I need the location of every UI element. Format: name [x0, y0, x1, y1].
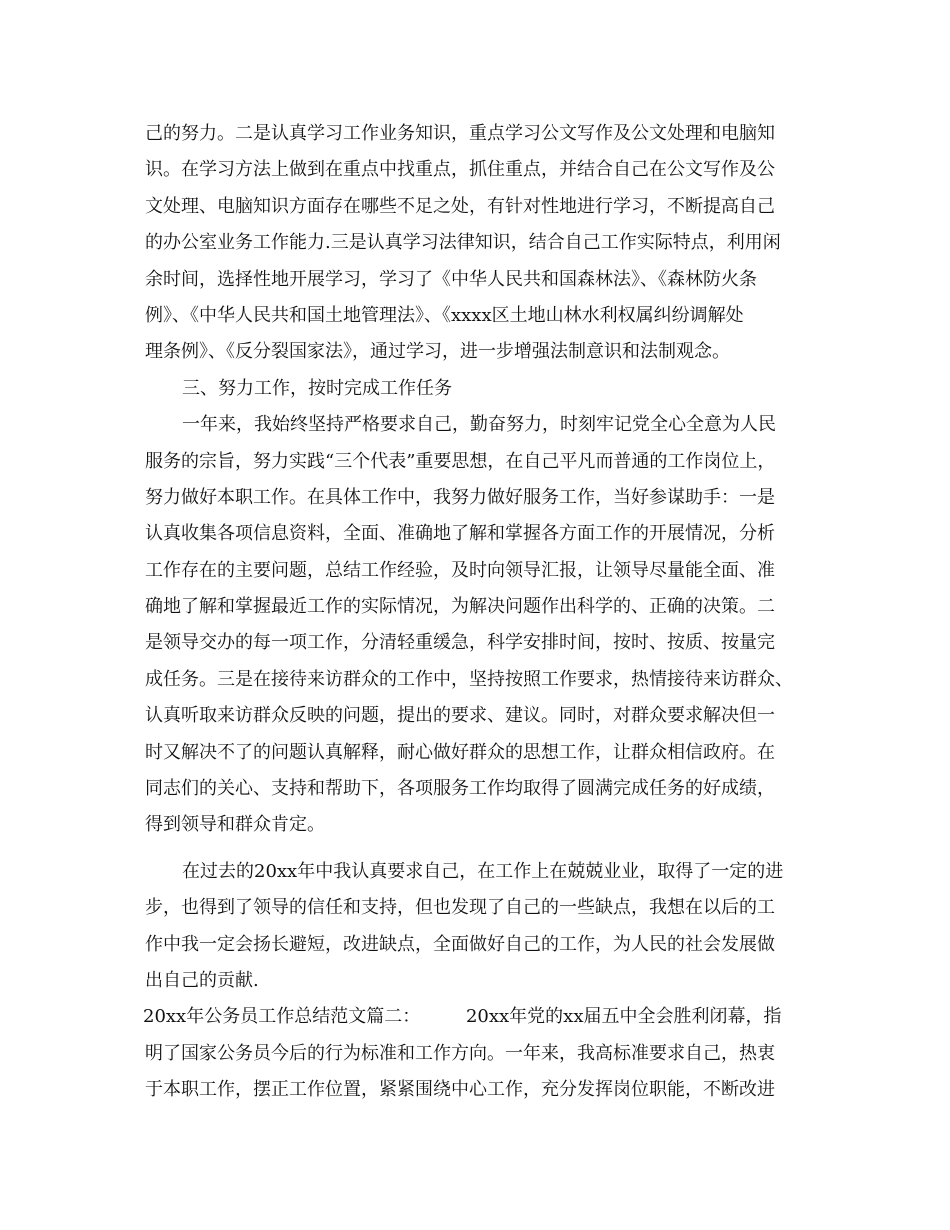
paragraph-first-line: 在过去的20xx年中我认真要求自己，在工作上在兢兢业业，取得了一定的进	[182, 860, 784, 882]
section-heading: 三、努力工作，按时完成工作任务	[182, 377, 452, 399]
text-line: 的办公室业务工作能力.三是认真学习法律知识，结合自己工作实际特点，利用闲	[145, 232, 781, 254]
document-body	[145, 116, 810, 1109]
article-title-line: 20xx年公务员工作总结范文篇二： 20xx年党的xx届五中全会胜利闭幕，指	[143, 1006, 782, 1028]
text-line: 文处理、电脑知识方面存在哪些不足之处，有针对性地进行学习，不断提高自己	[145, 195, 775, 217]
text-line: 作中我一定会扬长避短，改进缺点，全面做好自己的工作，为人民的社会发展做	[145, 933, 775, 955]
text-line: 同志们的关心、支持和帮助下，各项服务工作均取得了圆满完成任务的好成绩，	[145, 778, 775, 800]
text-line: 时又解决不了的问题认真解释，耐心做好群众的思想工作，让群众相信政府。在	[145, 741, 775, 763]
paragraph-first-line: 一年来，我始终坚持严格要求自己，勤奋努力，时刻牢记党全心全意为人民	[182, 414, 776, 436]
text-line: 得到领导和群众肯定。	[145, 814, 325, 836]
text-line: 认真听取来访群众反映的问题，提出的要求、建议。同时，对群众要求解决但一	[145, 705, 775, 727]
text-line: 余时间，选择性地开展学习，学习了《中华人民共和国森林法》、《森林防火条	[145, 268, 757, 290]
text-line: 例》、《中华人民共和国土地管理法》、《xxxx区土地山林水利权属纠纷调解处	[145, 304, 744, 326]
text-line: 明了国家公务员今后的行为标准和工作方向。一年来，我高标准要求自己，热衷	[145, 1042, 775, 1064]
text-line: 己的努力。二是认真学习工作业务知识，重点学习公文写作及公文处理和电脑知	[145, 123, 775, 144]
text-line: 理条例》、《反分裂国家法》，通过学习，进一步增强法制意识和法制观念。	[145, 341, 730, 363]
text-line: 是领导交办的每一项工作，分清轻重缓急，科学安排时间，按时、按质、按量完	[145, 632, 775, 654]
text-line: 识。在学习方法上做到在重点中找重点，抓住重点，并结合自己在公文写作及公	[145, 159, 775, 181]
text-line: 工作存在的主要问题，总结工作经验，及时向领导汇报，让领导尽量能全面、准	[145, 559, 775, 581]
text-line: 成任务。三是在接待来访群众的工作中，坚持按照工作要求，热情接待来访群众、	[145, 668, 793, 690]
text-line: 出自己的贡献.	[145, 969, 259, 991]
text-line: 努力做好本职工作。在具体工作中，我努力做好服务工作，当好参谋助手：一是	[145, 486, 775, 508]
text-line: 于本职工作，摆正工作位置，紧紧围绕中心工作，充分发挥岗位职能，不断改进	[145, 1079, 775, 1101]
text-line: 步，也得到了领导的信任和支持，但也发现了自己的一些缺点，我想在以后的工	[145, 897, 775, 919]
text-line: 认真收集各项信息资料，全面、准确地了解和掌握各方面工作的开展情况，分析	[145, 523, 775, 545]
text-line: 服务的宗旨，努力实践“三个代表”重要思想，在自己平凡而普通的工作岗位上，	[145, 450, 776, 472]
text-line: 确地了解和掌握最近工作的实际情况，为解决问题作出科学的、正确的决策。二	[145, 596, 775, 618]
